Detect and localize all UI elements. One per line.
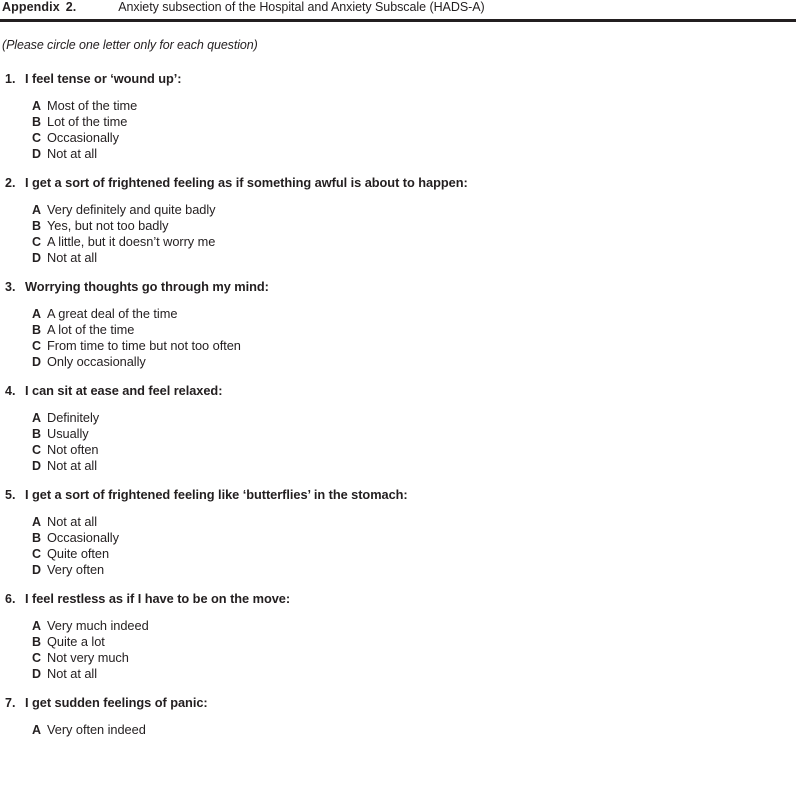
- option-letter[interactable]: A: [32, 411, 42, 425]
- question-block: [0, 71, 796, 162]
- question-number: 2.: [5, 176, 16, 190]
- option-row[interactable]: [0, 218, 796, 234]
- option-label: Not at all: [47, 514, 98, 529]
- option-letter[interactable]: A: [32, 723, 42, 737]
- question-number: 1.: [5, 72, 16, 86]
- question-text: I can sit at ease and feel relaxed:: [25, 383, 223, 398]
- option-row[interactable]: [0, 250, 796, 266]
- option-label: Not at all: [47, 250, 98, 265]
- option-list: [0, 202, 796, 266]
- option-letter[interactable]: B: [32, 219, 42, 233]
- question-block: [0, 591, 796, 682]
- question-heading: [0, 383, 796, 401]
- option-row[interactable]: [0, 98, 796, 114]
- option-letter[interactable]: D: [32, 251, 42, 265]
- option-row[interactable]: [0, 618, 796, 634]
- option-label: Very much indeed: [47, 618, 149, 633]
- question-text: I feel restless as if I have to be on the move:: [25, 591, 291, 606]
- appendix-number: 2.: [65, 0, 77, 14]
- option-list: [0, 410, 796, 474]
- option-list: [0, 618, 796, 682]
- question-list: [0, 71, 796, 751]
- appendix-header: [0, 0, 796, 16]
- option-letter[interactable]: C: [32, 131, 42, 145]
- option-label: Very definitely and quite badly: [47, 202, 216, 217]
- option-label: A lot of the time: [47, 322, 135, 337]
- question-number: 7.: [5, 696, 16, 710]
- option-letter[interactable]: C: [32, 547, 42, 561]
- option-row[interactable]: [0, 514, 796, 530]
- option-letter[interactable]: C: [32, 235, 42, 249]
- option-letter[interactable]: A: [32, 619, 42, 633]
- option-row[interactable]: [0, 338, 796, 354]
- option-row[interactable]: [0, 634, 796, 650]
- question-text: Worrying thoughts go through my mind:: [25, 279, 269, 294]
- option-label: Quite often: [47, 546, 110, 561]
- question-block: [0, 695, 796, 738]
- option-list: [0, 98, 796, 162]
- option-label: Yes, but not too badly: [47, 218, 169, 233]
- option-letter[interactable]: A: [32, 203, 42, 217]
- option-letter[interactable]: D: [32, 355, 42, 369]
- option-letter[interactable]: D: [32, 563, 42, 577]
- instruction-text: (Please circle one letter only for each question): [2, 38, 258, 52]
- option-letter[interactable]: C: [32, 651, 42, 665]
- option-letter[interactable]: B: [32, 635, 42, 649]
- question-block: [0, 487, 796, 578]
- question-heading: [0, 695, 796, 713]
- option-letter[interactable]: C: [32, 339, 42, 353]
- option-row[interactable]: [0, 650, 796, 666]
- option-list: [0, 514, 796, 578]
- option-list: [0, 306, 796, 370]
- option-list: [0, 722, 796, 738]
- option-row[interactable]: [0, 354, 796, 370]
- option-label: Occasionally: [47, 530, 119, 545]
- option-row[interactable]: [0, 306, 796, 322]
- option-letter[interactable]: A: [32, 515, 42, 529]
- question-text: I get a sort of frightened feeling as if something awful is about to happen:: [25, 175, 468, 190]
- appendix-label: Appendix: [2, 0, 60, 14]
- option-label: Most of the time: [47, 98, 138, 113]
- option-row[interactable]: [0, 458, 796, 474]
- option-row[interactable]: [0, 530, 796, 546]
- option-label: Not very much: [47, 650, 129, 665]
- question-text: I feel tense or ‘wound up’:: [25, 71, 182, 86]
- question-heading: [0, 487, 796, 505]
- option-row[interactable]: [0, 666, 796, 682]
- option-label: A great deal of the time: [47, 306, 178, 321]
- option-row[interactable]: [0, 410, 796, 426]
- option-letter[interactable]: D: [32, 147, 42, 161]
- question-number: 3.: [5, 280, 16, 294]
- option-letter[interactable]: A: [32, 307, 42, 321]
- option-label: A little, but it doesn’t worry me: [47, 234, 216, 249]
- question-heading: [0, 591, 796, 609]
- option-label: Lot of the time: [47, 114, 128, 129]
- question-number: 4.: [5, 384, 16, 398]
- question-heading: [0, 175, 796, 193]
- question-block: [0, 279, 796, 370]
- option-label: Only occasionally: [47, 354, 146, 369]
- option-label: Very often indeed: [47, 722, 146, 737]
- option-label: Definitely: [47, 410, 100, 425]
- option-letter[interactable]: D: [32, 459, 42, 473]
- question-heading: [0, 71, 796, 89]
- question-text: I get sudden feelings of panic:: [25, 695, 208, 710]
- option-label: Quite a lot: [47, 634, 105, 649]
- option-label: Very often: [47, 562, 105, 577]
- question-number: 6.: [5, 592, 16, 606]
- option-label: Not often: [47, 442, 99, 457]
- option-label: Occasionally: [47, 130, 119, 145]
- question-block: [0, 383, 796, 474]
- option-row[interactable]: [0, 322, 796, 338]
- option-row[interactable]: [0, 546, 796, 562]
- option-row[interactable]: [0, 130, 796, 146]
- question-block: [0, 175, 796, 266]
- option-letter[interactable]: B: [32, 323, 42, 337]
- option-letter[interactable]: C: [32, 443, 42, 457]
- option-letter[interactable]: B: [32, 427, 42, 441]
- option-label: Usually: [47, 426, 89, 441]
- option-letter[interactable]: D: [32, 667, 42, 681]
- option-row[interactable]: [0, 202, 796, 218]
- option-label: Not at all: [47, 458, 98, 473]
- option-row[interactable]: [0, 426, 796, 442]
- question-number: 5.: [5, 488, 16, 502]
- option-row[interactable]: [0, 114, 796, 130]
- option-label: From time to time but not too often: [47, 338, 241, 353]
- option-letter[interactable]: B: [32, 115, 42, 129]
- option-row[interactable]: [0, 722, 796, 738]
- option-row[interactable]: [0, 442, 796, 458]
- option-label: Not at all: [47, 146, 98, 161]
- header-divider-rule: [0, 19, 796, 22]
- option-row[interactable]: [0, 562, 796, 578]
- option-letter[interactable]: B: [32, 531, 42, 545]
- option-row[interactable]: [0, 146, 796, 162]
- appendix-title: Anxiety subsection of the Hospital and Anxiety Subscale (HADS-A): [118, 0, 485, 14]
- option-letter[interactable]: A: [32, 99, 42, 113]
- question-text: I get a sort of frightened feeling like ‘butterflies’ in the stomach:: [25, 487, 408, 502]
- option-label: Not at all: [47, 666, 98, 681]
- option-row[interactable]: [0, 234, 796, 250]
- question-heading: [0, 279, 796, 297]
